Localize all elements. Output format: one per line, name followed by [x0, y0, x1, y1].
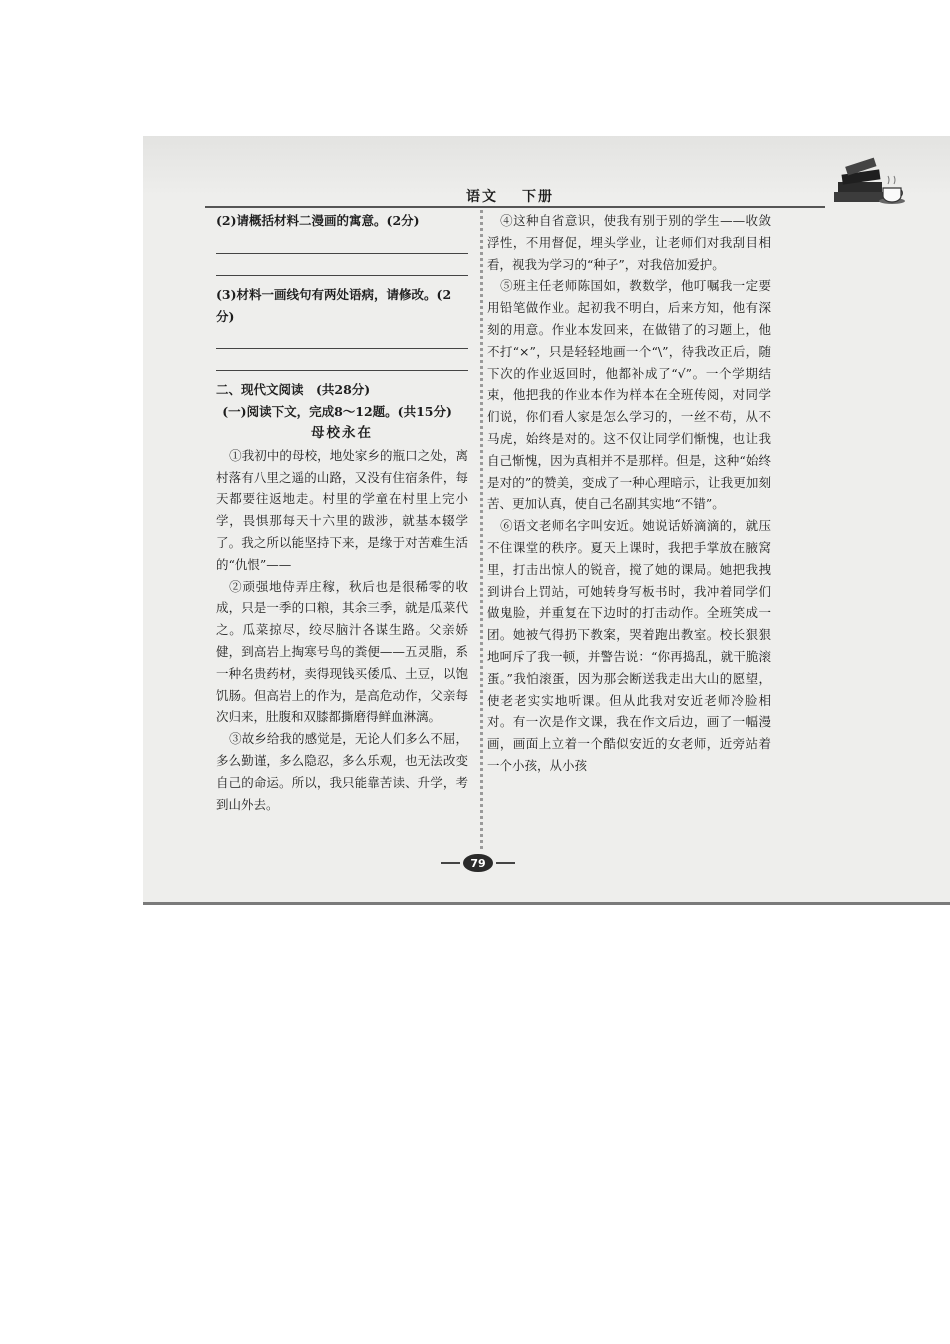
subsection-heading: (一)阅读下文，完成8～12题。(共15分) — [222, 404, 452, 420]
paragraph-4: ④这种自省意识，使我有别于别的学生——收敛浮性，不用督促，埋头学业，让老师们对我刮目相看，视我为学习的“种子”，对我倍加爱护。 — [487, 213, 771, 272]
header-volume: 下册 — [522, 189, 554, 205]
section-heading: 二、现代文阅读 (共28分) — [216, 382, 371, 398]
article-title: 母校永在 — [311, 424, 373, 441]
header-title — [454, 186, 566, 206]
header-subject: 语文 — [466, 189, 498, 205]
answer-line — [216, 349, 468, 371]
spacer — [216, 276, 468, 284]
header-rule — [205, 206, 825, 208]
scan-bottom-edge — [143, 902, 950, 905]
paragraph-6: ⑥语文老师名字叫安近。她说话娇滴滴的，就压不住课堂的秩序。夏天上课时，我把手掌放在腋窝里，打击出惊人的锐音，搅了她的课局。她把我拽到讲台上罚站，可她转身写板书时，我冲着同学们做鬼脸，并重复在下边时的打击动作。全班笑成一团。她被气得扔下教案，哭着跑出教室。校长狠狠地呵斥了我一顿，并警告说：“你再捣乱，就干脆滚蛋。”我怕滚蛋，因为那会断送我走出大山的愿望，使老老实实地听课。但从此我对安近老师冷脸相对。有一次是作文课，我在作文后边，画了一幅漫画，画面上立着一个酷似安近的女老师，近旁站着一个小孩，从小孩 — [487, 518, 771, 773]
column-divider — [480, 210, 483, 850]
left-column — [216, 210, 468, 815]
paragraph-5: ⑤班主任老师陈国如，教数学，他叮嘱我一定要用铅笔做作业。起初我不明白，后来方知，他有深刻的用意。作业本发回来，在做错了的习题上，他不打“×”，只是轻轻地画一个“\”，待我改正后，随下次的作业返回时，他都补成了“√”。一个学期结束，他把我的作业本作为样本在全班传阅，对同学们说，你们看人家是怎么学习的，一丝不苟，从不马虎，始终是对的。这不仅让同学们惭愧，也让我自己惭愧，因为真相并不是那样。但是，这种“始终是对的”的赞美，变成了一种心理暗示，让我更加刻苦、更加认真，使自己名副其实地“不错”。 — [487, 278, 771, 512]
page-header — [200, 186, 820, 206]
page-number — [438, 852, 518, 874]
books-and-cup-icon — [828, 152, 908, 208]
flourish-left — [441, 862, 460, 864]
flourish-right — [496, 862, 515, 864]
paragraph-2: ②顽强地侍弄庄稼，秋后也是很稀零的收成，只是一季的口粮，其余三季，就是瓜菜代之。瓜菜掠尽，绞尽脑汁各谋生路。父亲娇健，到高岩上掏寒号鸟的粪便——五灵脂，系一种名贵药材，卖得现钱买倭瓜、土豆，以饱饥肠。但高岩上的作为，是高危动作，父亲每次归来，肚腹和双膝都撕磨得鲜血淋漓。 — [216, 578, 468, 725]
spacer — [216, 371, 468, 379]
paragraph-3: ③故乡给我的感觉是，无论人们多么不屈，多么勤谨，多么隐忍，多么乐观，也无法改变自己的命运。所以，我只能靠苦读、升学，考到山外去。 — [216, 731, 468, 812]
question-3: (3)材料一画线句有两处语病，请修改。(2分) — [216, 286, 452, 324]
question-2: (2)请概括材料二漫画的寓意。(2分) — [216, 213, 420, 228]
right-column — [487, 210, 771, 777]
answer-line — [216, 254, 468, 276]
paragraph-1: ①我初中的母校，地处家乡的瓶口之处，离村落有八里之遥的山路，又没有住宿条件，每天都要往返地走。村里的学童在村里上完小学，畏惧那每天十六里的跋涉，就基本辍学了。我之所以能坚持下来，是缘于对苦难生活的“仇恨”—— — [216, 447, 468, 572]
answer-line — [216, 327, 468, 349]
answer-line — [216, 232, 468, 254]
page-number-badge: 79 — [463, 854, 492, 872]
